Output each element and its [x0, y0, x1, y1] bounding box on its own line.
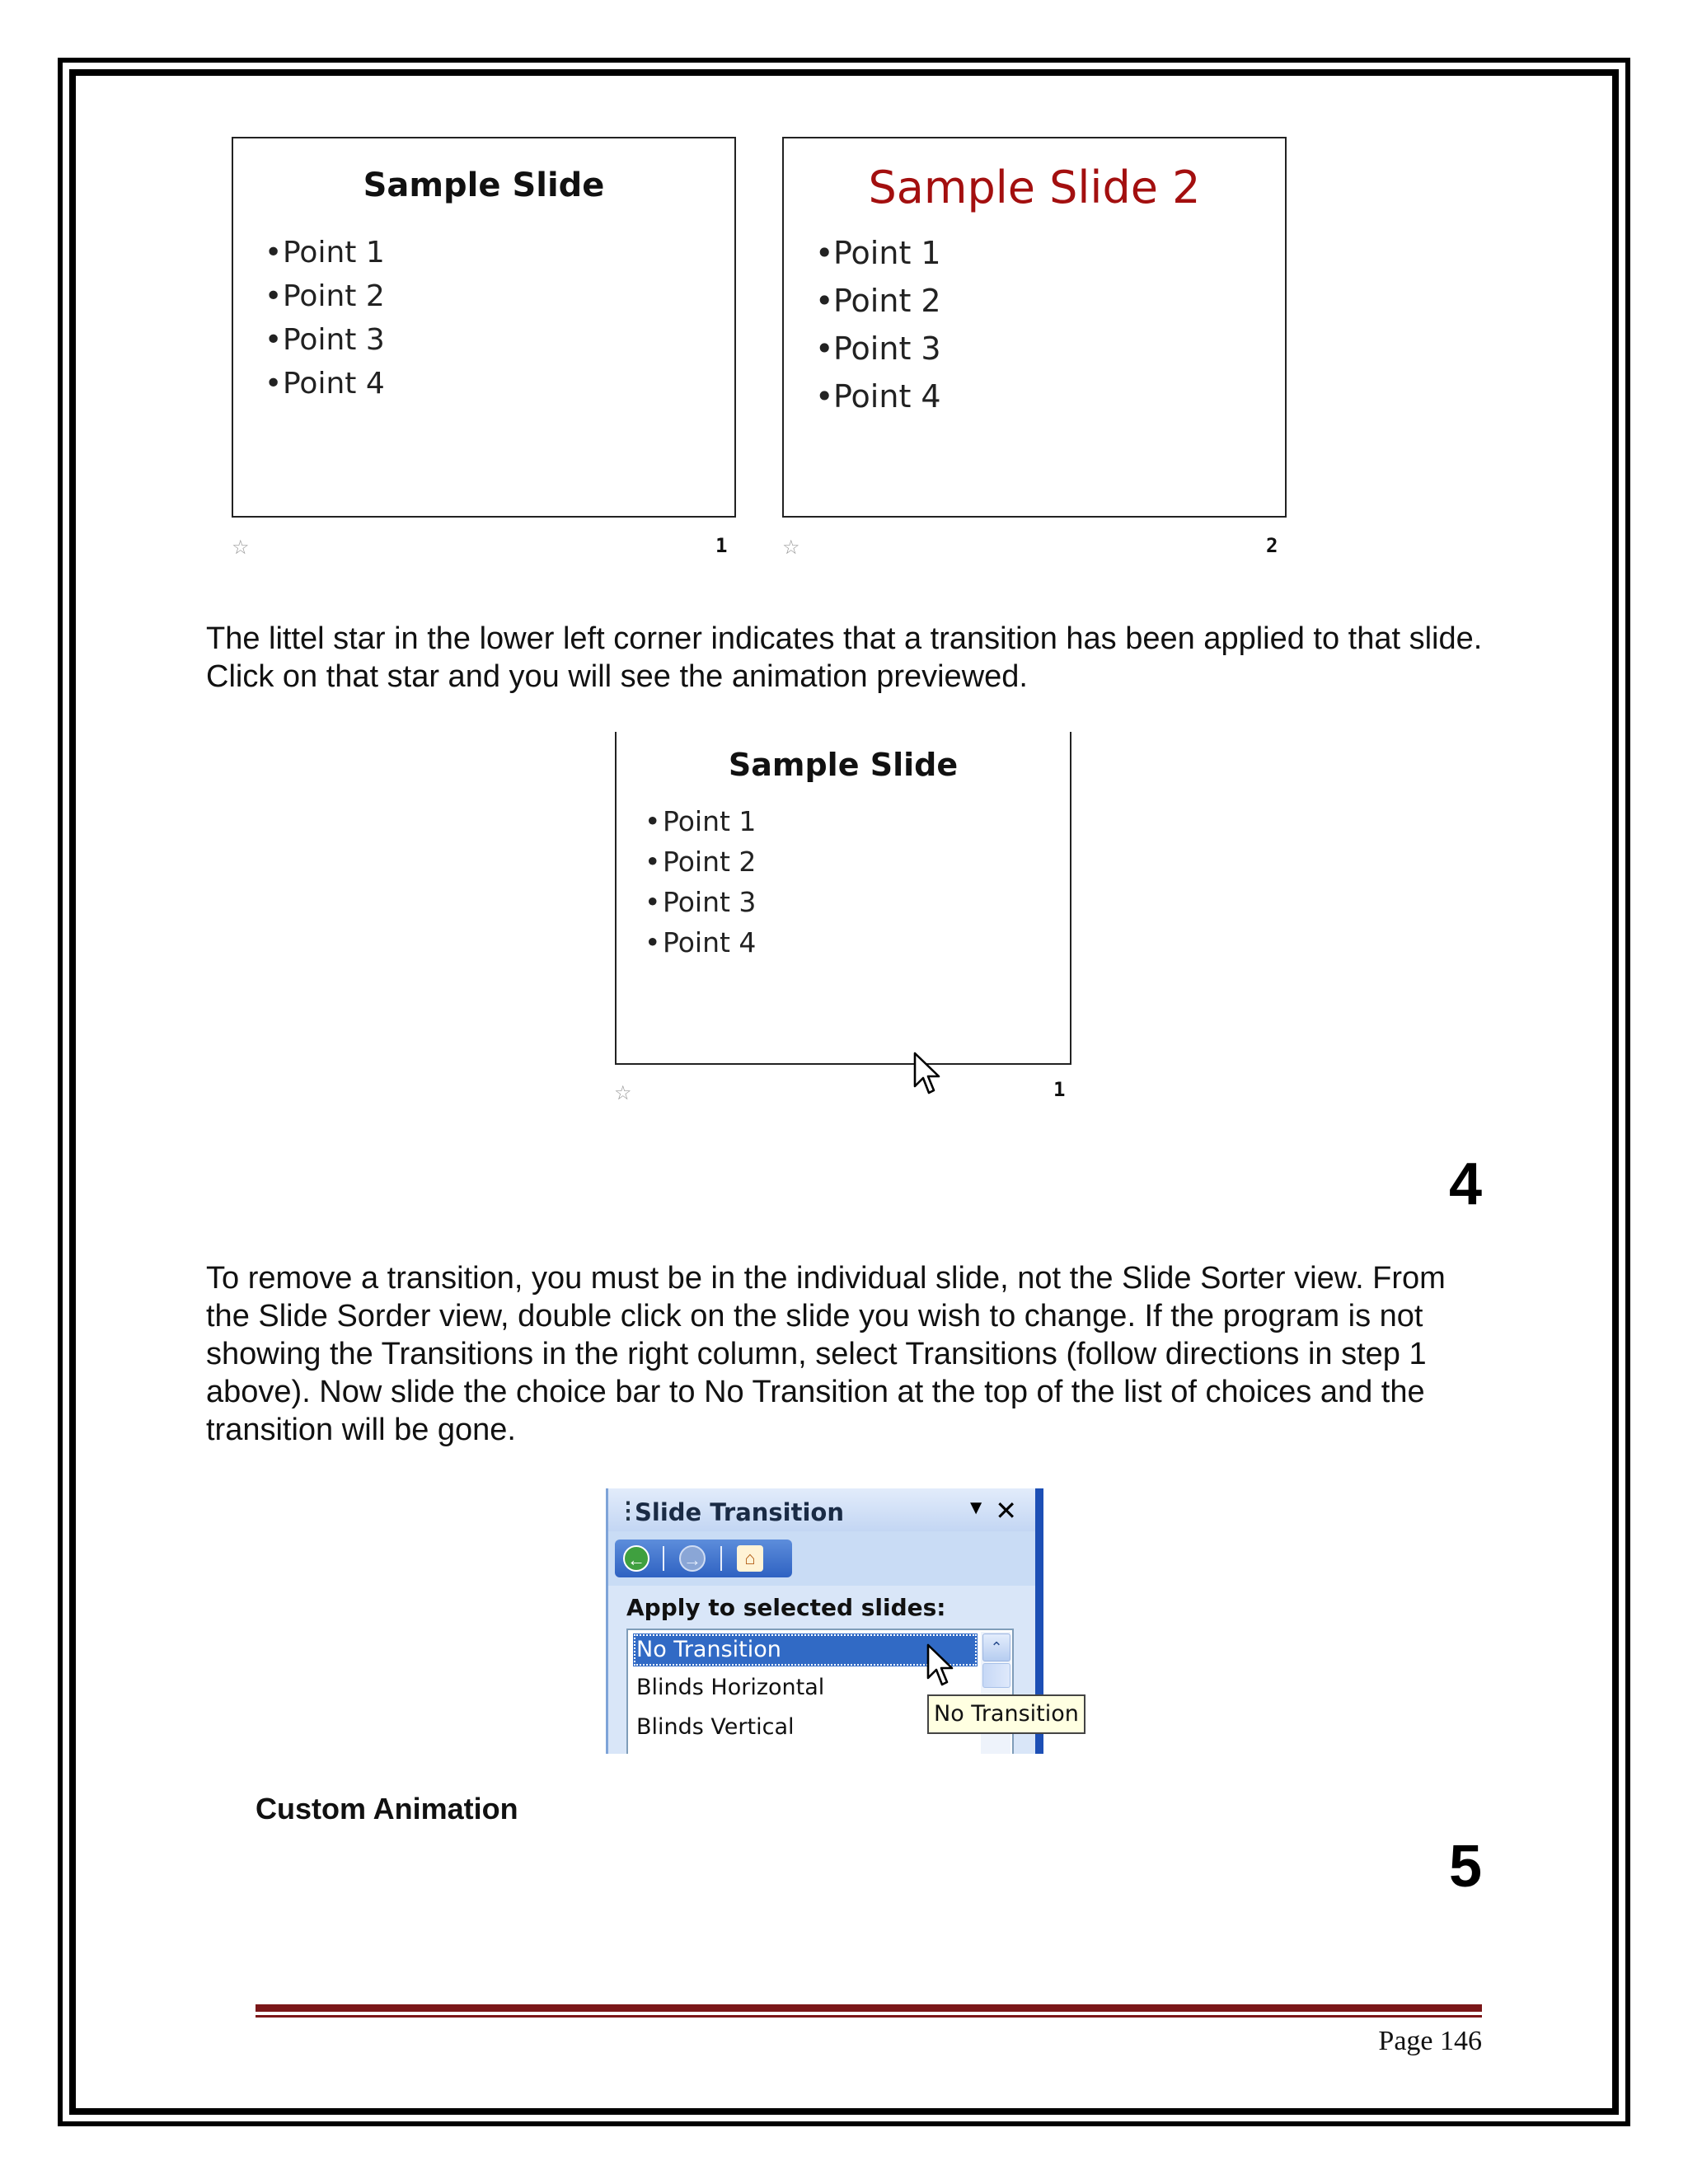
section-heading: Custom Animation: [256, 1792, 518, 1825]
bullet-item: • Point 2: [645, 841, 756, 882]
scroll-thumb[interactable]: [982, 1663, 1010, 1688]
slide-title: Sample Slide: [728, 747, 959, 783]
bullet-item: • Point 2: [265, 274, 385, 318]
footer-rule: [256, 2004, 1482, 2012]
bullet-list: [645, 801, 756, 963]
footer-rule-thin: [256, 2015, 1482, 2018]
slide-title: Sample Slide: [363, 166, 605, 204]
panel-menu-dropdown-icon[interactable]: ▼: [966, 1497, 986, 1519]
tooltip: No Transition: [927, 1694, 1085, 1734]
bullet-list: [815, 229, 941, 420]
slide-thumbnail-2[interactable]: [782, 137, 1287, 518]
page-number: Page 146: [1378, 2026, 1482, 2056]
bullet-item: • Point 4: [645, 922, 756, 963]
panel-title: Slide Transition: [635, 1498, 844, 1526]
bullet-item: • Point 1: [815, 229, 941, 277]
scroll-up-icon[interactable]: ⌃: [982, 1633, 1010, 1661]
slide-thumbnail-1[interactable]: [232, 137, 736, 518]
panel-titlebar: [608, 1488, 1035, 1531]
mouse-pointer-icon: [913, 1052, 941, 1098]
slide-number: 2: [1266, 534, 1278, 557]
back-icon[interactable]: ←: [623, 1545, 649, 1572]
nav-separator: [720, 1546, 722, 1571]
close-icon[interactable]: ✕: [995, 1495, 1017, 1526]
bullet-item: • Point 2: [815, 277, 941, 325]
paragraph-remove-transition: To remove a transition, you must be in the individual slide, not the Slide Sorter view. From the Slide Sorder view, double click on the slide you wish to change. If the program is not showing the Transitions in the right column, select Transitions (follow directions in step 1 above). Now slide the choice bar to No Transition at the top of the list of choices and the transition will be gone.: [206, 1261, 1446, 1447]
list-item-blinds-vertical[interactable]: Blinds Vertical: [636, 1714, 795, 1740]
mouse-pointer-icon: [926, 1643, 954, 1690]
slide-title: Sample Slide 2: [868, 162, 1201, 213]
slide-number: 1: [1053, 1078, 1066, 1101]
bullet-item: • Point 3: [815, 325, 941, 373]
bullet-list: [265, 231, 385, 405]
transition-listbox[interactable]: [626, 1629, 1014, 1754]
listbox-scrollbar[interactable]: [981, 1632, 1010, 1754]
home-icon[interactable]: ⌂: [737, 1545, 763, 1572]
nav-separator: [663, 1546, 664, 1571]
bullet-item: • Point 4: [265, 362, 385, 405]
transition-star-icon[interactable]: ☆: [232, 536, 250, 559]
grip-icon[interactable]: ⋮: [617, 1497, 640, 1523]
slide-number: 1: [715, 534, 728, 557]
bullet-item: • Point 1: [265, 231, 385, 274]
step-number-5: 5: [1448, 1834, 1482, 1900]
transition-star-icon[interactable]: ☆: [782, 536, 800, 559]
step-number-4: 4: [1448, 1151, 1482, 1217]
list-item-no-transition[interactable]: No Transition: [633, 1633, 978, 1666]
panel-navigation-bar: [615, 1540, 792, 1577]
bullet-item: • Point 3: [645, 882, 756, 922]
bullet-item: • Point 1: [645, 801, 756, 841]
paragraph-star-explanation: The littel star in the lower left corner indicates that a transition has been applied to that slide. Click on that star and you will see the animation previewed.: [206, 621, 1483, 694]
bullet-item: • Point 4: [815, 373, 941, 420]
apply-to-label: Apply to selected slides:: [626, 1594, 946, 1621]
transition-star-icon[interactable]: ☆: [614, 1081, 632, 1104]
forward-icon[interactable]: →: [679, 1545, 706, 1572]
bullet-item: • Point 3: [265, 318, 385, 362]
slide-preview[interactable]: [615, 732, 1071, 1065]
list-item-blinds-horizontal[interactable]: Blinds Horizontal: [636, 1675, 825, 1700]
